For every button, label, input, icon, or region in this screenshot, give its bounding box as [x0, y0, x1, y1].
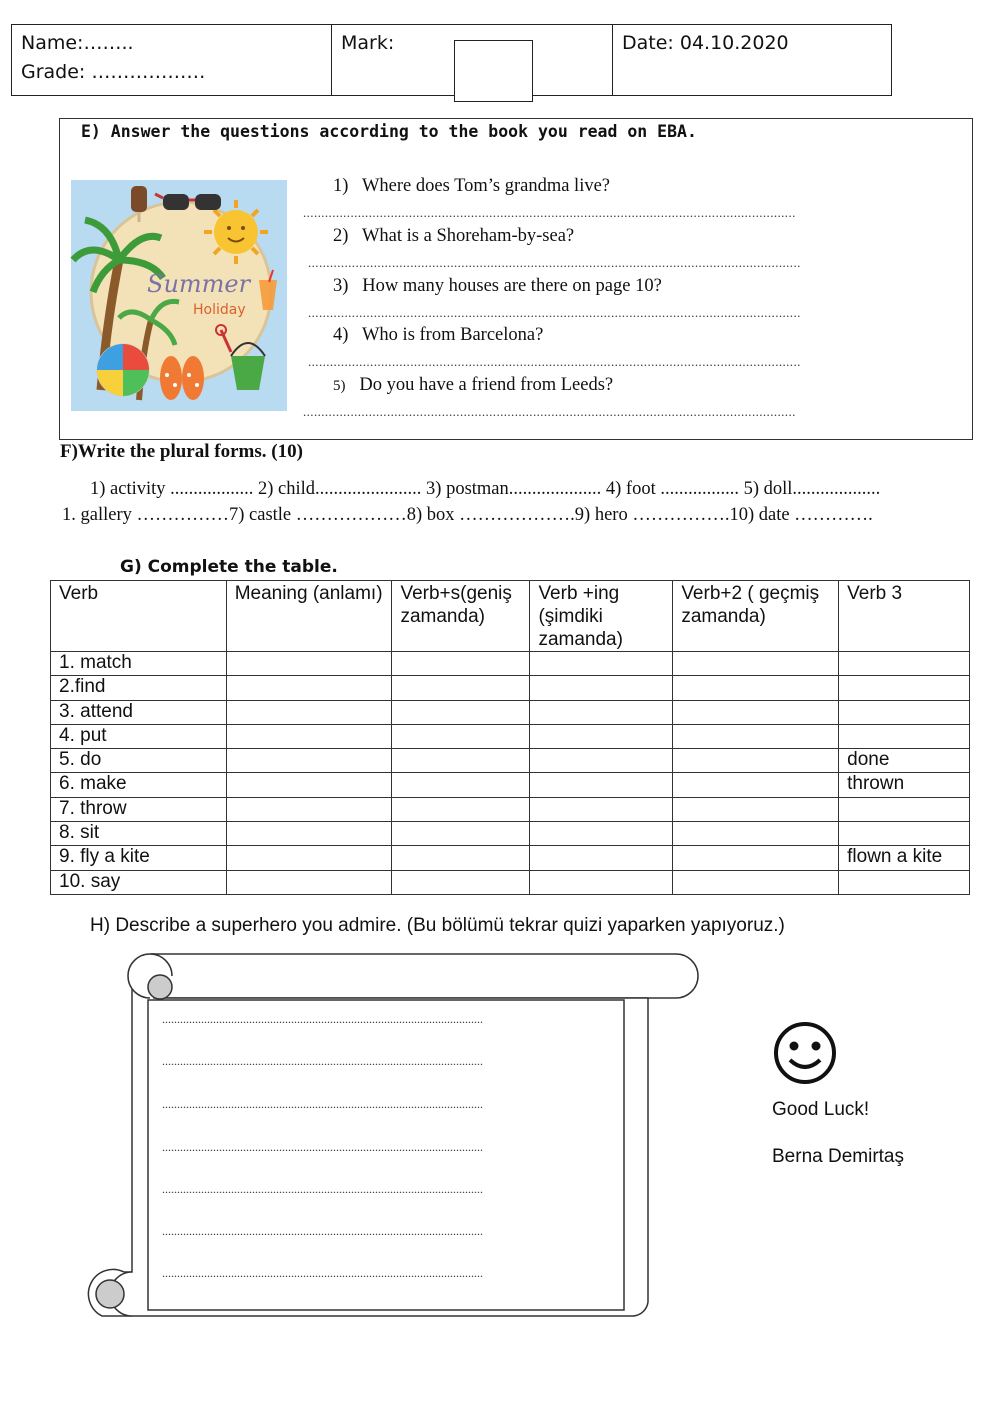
header-box	[11, 24, 892, 96]
verb-2-cell[interactable]	[673, 749, 839, 773]
meaning-cell[interactable]	[226, 846, 392, 870]
verb-cell: 7. throw	[51, 797, 227, 821]
table-row	[51, 652, 970, 676]
verb-ing-cell[interactable]	[530, 797, 673, 821]
table-row	[51, 822, 970, 846]
author-name: Berna Demirtaş	[772, 1146, 904, 1167]
header-verb: Verb	[51, 581, 227, 652]
verb-cell: 1. match	[51, 652, 227, 676]
table-header-row	[51, 581, 970, 652]
section-f-title: F)Write the plural forms. (10)	[60, 441, 303, 462]
verb-2-cell[interactable]	[673, 822, 839, 846]
holiday-text: Holiday	[193, 302, 246, 318]
beach-ball-icon	[97, 344, 149, 396]
verb-table	[50, 580, 970, 895]
verb-ing-cell[interactable]	[530, 846, 673, 870]
verb-2-cell[interactable]	[673, 773, 839, 797]
question-1: 1) Where does Tom’s grandma live?	[333, 176, 611, 196]
verb-2-cell[interactable]	[673, 700, 839, 724]
verb-3-cell[interactable]	[839, 676, 970, 700]
verb-3-cell[interactable]: thrown	[839, 773, 970, 797]
verb-2-cell[interactable]	[673, 676, 839, 700]
summer-holiday-image	[71, 180, 287, 411]
verb-3-cell[interactable]	[839, 700, 970, 724]
verb-2-cell[interactable]	[673, 724, 839, 748]
writing-line-7[interactable]: ...........................................................................................................	[162, 1266, 483, 1280]
verb-cell: 4. put	[51, 724, 227, 748]
verb-ing-cell[interactable]	[530, 700, 673, 724]
section-e	[59, 118, 973, 440]
verb-3-cell[interactable]	[839, 797, 970, 821]
verb-3-cell[interactable]: done	[839, 749, 970, 773]
verb-s-cell[interactable]	[392, 749, 530, 773]
meaning-cell[interactable]	[226, 870, 392, 894]
meaning-cell[interactable]	[226, 652, 392, 676]
writing-line-4[interactable]: ...........................................................................................................	[162, 1140, 483, 1154]
name-label: Name:……..	[21, 32, 134, 54]
answer-line-2[interactable]: .......................................................................................................................................	[308, 255, 801, 270]
verb-s-cell[interactable]	[392, 724, 530, 748]
verb-3-cell[interactable]: flown a kite	[839, 846, 970, 870]
question-4: 4) Who is from Barcelona?	[333, 325, 544, 345]
verb-ing-cell[interactable]	[530, 676, 673, 700]
writing-line-3[interactable]: ...........................................................................................................	[162, 1097, 483, 1111]
verb-ing-cell[interactable]	[530, 773, 673, 797]
verb-ing-cell[interactable]	[530, 749, 673, 773]
mark-label: Mark:	[341, 32, 395, 54]
meaning-cell[interactable]	[226, 773, 392, 797]
date-cell	[613, 25, 891, 95]
section-g-title: G) Complete the table.	[120, 557, 338, 577]
verb-3-cell[interactable]	[839, 652, 970, 676]
date-label: Date: 04.10.2020	[622, 32, 789, 54]
smiley-icon	[772, 1020, 838, 1086]
writing-line-5[interactable]: ...........................................................................................................	[162, 1182, 483, 1196]
table-row	[51, 846, 970, 870]
verb-cell: 3. attend	[51, 700, 227, 724]
meaning-cell[interactable]	[226, 676, 392, 700]
question-5: 5) Do you have a friend from Leeds?	[333, 375, 614, 395]
plural-line-2[interactable]: 1. gallery ……………7) castle ………………8) box ……………….9) hero …………….10) date ………….	[62, 505, 873, 525]
question-2: 2) What is a Shoreham-by-sea?	[333, 226, 575, 246]
verb-s-cell[interactable]	[392, 700, 530, 724]
header-verb-2: Verb+2 ( geçmiş zamanda)	[673, 581, 839, 652]
verb-s-cell[interactable]	[392, 846, 530, 870]
answer-line-4[interactable]: .......................................................................................................................................	[308, 354, 801, 369]
verb-ing-cell[interactable]	[530, 724, 673, 748]
meaning-cell[interactable]	[226, 700, 392, 724]
section-h-title: H) Describe a superhero you admire. (Bu bölümü tekrar quizi yaparken yapıyoruz.)	[90, 915, 785, 936]
verb-2-cell[interactable]	[673, 846, 839, 870]
verb-3-cell[interactable]	[839, 724, 970, 748]
verb-cell: 9. fly a kite	[51, 846, 227, 870]
section-e-title: E) Answer the questions according to the book you read on EBA.	[81, 122, 697, 141]
verb-ing-cell[interactable]	[530, 870, 673, 894]
verb-3-cell[interactable]	[839, 822, 970, 846]
table-row	[51, 870, 970, 894]
verb-s-cell[interactable]	[392, 870, 530, 894]
table-row	[51, 700, 970, 724]
verb-2-cell[interactable]	[673, 797, 839, 821]
meaning-cell[interactable]	[226, 724, 392, 748]
verb-2-cell[interactable]	[673, 870, 839, 894]
table-row	[51, 749, 970, 773]
table-row	[51, 773, 970, 797]
header-verb-s: Verb+s(geniş zamanda)	[392, 581, 530, 652]
meaning-cell[interactable]	[226, 749, 392, 773]
verb-2-cell[interactable]	[673, 652, 839, 676]
verb-s-cell[interactable]	[392, 773, 530, 797]
verb-ing-cell[interactable]	[530, 822, 673, 846]
answer-line-3[interactable]: .......................................................................................................................................	[308, 305, 801, 320]
question-3: 3) How many houses are there on page 10?	[333, 276, 662, 296]
answer-line-1[interactable]: .......................................................................................................................................	[303, 205, 796, 220]
verb-cell: 8. sit	[51, 822, 227, 846]
verb-s-cell[interactable]	[392, 676, 530, 700]
summer-text: Summer	[147, 270, 251, 298]
meaning-cell[interactable]	[226, 797, 392, 821]
verb-ing-cell[interactable]	[530, 652, 673, 676]
verb-cell: 2.find	[51, 676, 227, 700]
header-verb-ing: Verb +ing (şimdiki zamanda)	[530, 581, 673, 652]
verb-cell: 10. say	[51, 870, 227, 894]
plural-line-1[interactable]: 1) activity .................. 2) child....................... 3) postman.................... 4) foot ................. 5) doll...................	[90, 479, 881, 499]
writing-line-1[interactable]: ...........................................................................................................	[162, 1012, 483, 1026]
name-grade-cell	[12, 25, 332, 95]
table-row	[51, 797, 970, 821]
table-row	[51, 676, 970, 700]
header-verb-3: Verb 3	[839, 581, 970, 652]
verb-cell: 5. do	[51, 749, 227, 773]
mark-cell	[332, 25, 613, 95]
table-row	[51, 724, 970, 748]
grade-label: Grade: ………………	[21, 61, 206, 83]
writing-line-6[interactable]: ...........................................................................................................	[162, 1224, 483, 1238]
verb-s-cell[interactable]	[392, 797, 530, 821]
verb-s-cell[interactable]	[392, 822, 530, 846]
verb-cell: 6. make	[51, 773, 227, 797]
meaning-cell[interactable]	[226, 822, 392, 846]
verb-s-cell[interactable]	[392, 652, 530, 676]
verb-3-cell[interactable]	[839, 870, 970, 894]
answer-line-5[interactable]: .......................................................................................................................................	[303, 404, 796, 419]
mark-box[interactable]	[454, 40, 533, 102]
good-luck-text: Good Luck!	[772, 1099, 870, 1120]
header-meaning: Meaning (anlamı)	[226, 581, 392, 652]
writing-line-2[interactable]: ...........................................................................................................	[162, 1054, 483, 1068]
